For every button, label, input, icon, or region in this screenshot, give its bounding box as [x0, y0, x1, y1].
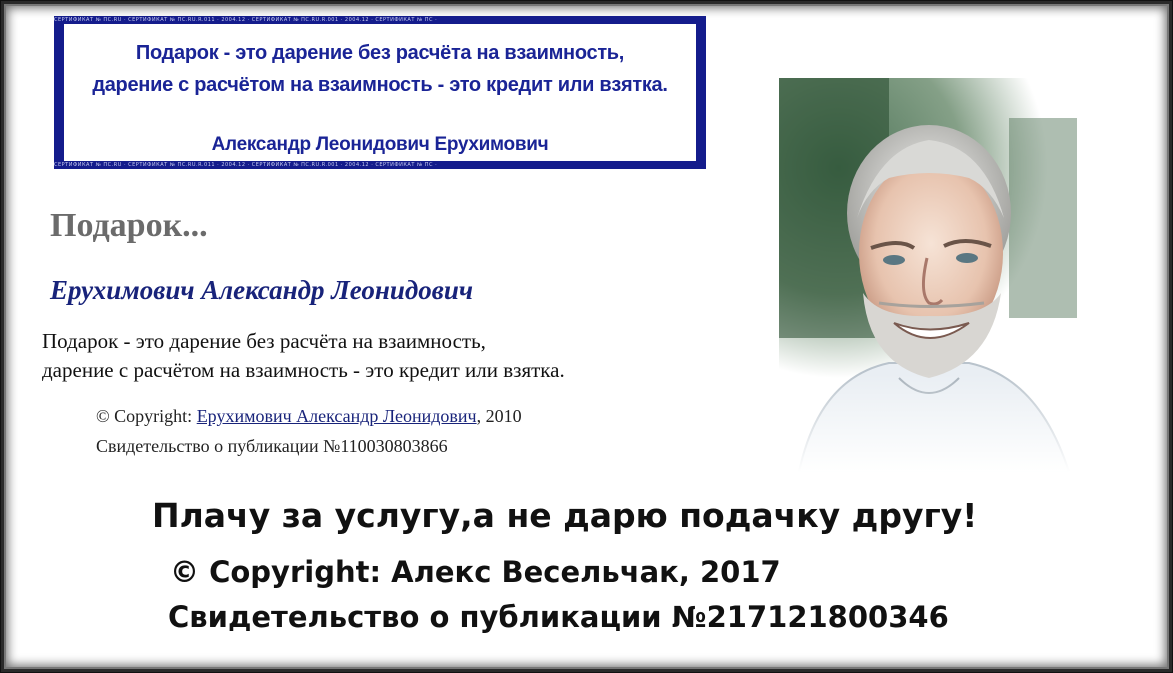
response-copyright: © Copyright: Алекс Весельчак, 2017 [170, 555, 781, 589]
stamp-inner [64, 24, 696, 161]
original-certificate: Свидетельство о публикации №110030803866 [96, 436, 448, 456]
response-slogan: Плачу за услугу,а не дарю подачку другу! [152, 496, 978, 535]
poem-line1: Подарок - это дарение без расчёта на взаимность, [42, 329, 486, 353]
copyright-year: , 2010 [476, 406, 522, 426]
stamp-quote-line1: Подарок - это дарение без расчёта на взаимность, [135, 42, 625, 64]
original-copyright [96, 401, 522, 461]
stamp-edge-top: СЕРТИФИКАТ № ПС.RU · СЕРТИФИКАТ № ПС.RU.R.011 · 2004.12 · СЕРТИФИКАТ № ПС.RU.R.001 · 2004.12 · СЕРТИФИКАТ № ПС · [54, 17, 438, 23]
response-certificate: Свидетельство о публикации №217121800346 [168, 600, 949, 634]
portrait-sketch [779, 78, 1077, 472]
poem-line2: дарение с расчётом на взаимность - это кредит или взятка. [42, 358, 565, 382]
poem-title: Подарок... [50, 207, 208, 244]
author-link[interactable]: Ерухимович Александр Леонидович [196, 406, 477, 426]
stamp-author: Александр Леонидович Ерухимович [211, 134, 549, 155]
stamp-quote-line2: дарение с расчётом на взаимность - это кредит или взятка. [92, 74, 668, 96]
original-copyright-line [96, 401, 522, 431]
stamp-edge-bottom: СЕРТИФИКАТ № ПС.RU · СЕРТИФИКАТ № ПС.RU.R.011 · 2004.12 · СЕРТИФИКАТ № ПС.RU.R.001 · 2004.12 · СЕРТИФИКАТ № ПС · [54, 162, 438, 168]
stamp [54, 16, 706, 169]
poem-text [42, 327, 565, 385]
poem-author: Ерухимович Александр Леонидович [50, 275, 474, 305]
author-portrait [779, 78, 1077, 472]
copyright-prefix: © Copyright: [96, 406, 197, 426]
